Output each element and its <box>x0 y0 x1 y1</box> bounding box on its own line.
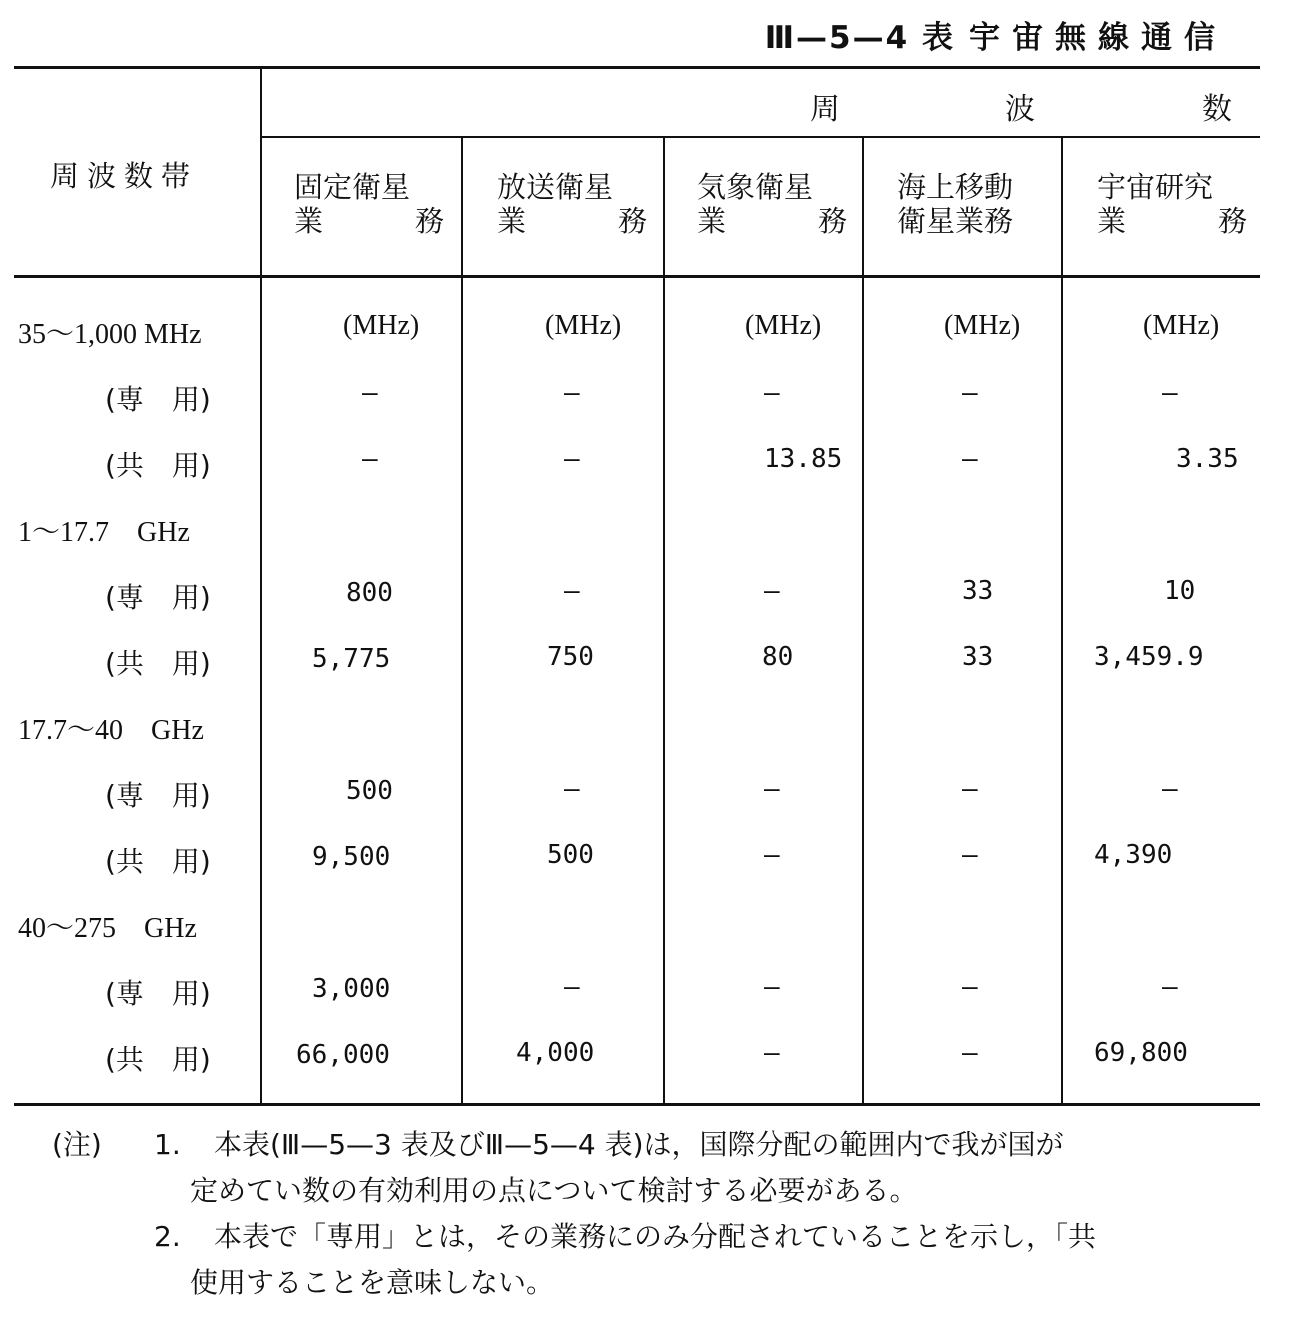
group-header-char: 波 <box>1005 92 1035 127</box>
table-cell: — <box>564 444 580 474</box>
table-cell: 33 <box>962 642 994 672</box>
column-divider <box>663 137 665 1104</box>
row-label: (専 用) <box>105 779 211 812</box>
table-cell: — <box>362 444 378 474</box>
table-cell: — <box>564 972 580 1002</box>
table-cell: — <box>362 378 378 408</box>
note-number: 1. <box>154 1128 181 1161</box>
table-cell: — <box>962 840 978 870</box>
row-label: (専 用) <box>105 581 211 614</box>
unit-label: (MHz) <box>343 310 420 341</box>
group-header-char: 周 <box>810 92 840 127</box>
table-cell: — <box>1162 972 1178 1002</box>
unit-label: (MHz) <box>1143 310 1220 341</box>
row-label: (共 用) <box>105 647 211 680</box>
band-label: 1〜17.7 GHz <box>18 517 190 548</box>
table-cell: — <box>764 774 780 804</box>
note-continuation: 使用することを意味しない。 <box>190 1266 555 1299</box>
table-cell: 3,000 <box>312 974 391 1004</box>
table-cell: — <box>962 1038 978 1068</box>
table-cell: — <box>1162 378 1178 408</box>
table-cell: — <box>962 444 978 474</box>
column-header-space-research: 宇宙研究 業 務 <box>1097 170 1247 238</box>
table-cell: 750 <box>547 642 594 672</box>
table-cell: 3.35 <box>1176 444 1239 474</box>
table-cell: 80 <box>762 642 794 672</box>
column-header-meteorological-satellite: 気象衛星 業 務 <box>697 170 847 238</box>
row-label: (専 用) <box>105 383 211 416</box>
table-cell: 13.85 <box>764 444 843 474</box>
column-header-fixed-satellite: 固定衛星 業 務 <box>294 170 444 238</box>
note-item <box>52 1214 1267 1260</box>
unit-label: (MHz) <box>545 310 622 341</box>
table-cell: 9,500 <box>312 842 391 872</box>
table-cell: 10 <box>1164 576 1196 606</box>
column-divider <box>862 137 864 1104</box>
row-label: (専 用) <box>105 977 211 1010</box>
note-text: 本表で「専用」とは，その業務にのみ分配されていることを示し，「共 <box>214 1220 1097 1253</box>
table-cell: — <box>962 972 978 1002</box>
band-label: 17.7〜40 GHz <box>18 715 204 746</box>
table-cell: 66,000 <box>296 1040 390 1070</box>
table-cell: — <box>564 378 580 408</box>
table-cell: 500 <box>346 776 393 806</box>
table-cell: — <box>764 1038 780 1068</box>
unit-label: (MHz) <box>944 310 1021 341</box>
column-divider <box>461 137 463 1104</box>
table-cell: — <box>764 972 780 1002</box>
table-cell: 69,800 <box>1094 1038 1188 1068</box>
table-cell: 4,390 <box>1094 840 1173 870</box>
column-divider <box>260 68 262 1104</box>
table-cell: 33 <box>962 576 994 606</box>
table-cell: 3,459.9 <box>1094 642 1204 672</box>
group-header-rule <box>262 136 1260 138</box>
column-divider <box>1061 137 1063 1104</box>
unit-label: (MHz) <box>745 310 822 341</box>
row-label: (共 用) <box>105 449 211 482</box>
column-header-maritime-mobile-satellite: 海上移動 衛星業務 <box>897 170 1014 238</box>
table-cell: — <box>962 378 978 408</box>
row-label: (共 用) <box>105 845 211 878</box>
table-cell: — <box>962 774 978 804</box>
table-bottom-rule <box>14 1103 1260 1106</box>
table-title <box>765 12 1227 57</box>
table-cell: — <box>764 378 780 408</box>
column-header-broadcast-satellite: 放送衛星 業 務 <box>497 170 647 238</box>
note-number: 2. <box>154 1220 181 1253</box>
row-label: (共 用) <box>105 1043 211 1076</box>
note-text: 本表(Ⅲ—5—3 表及びⅢ—5—4 表)は，国際分配の範囲内で我が国が <box>214 1128 1064 1161</box>
notes-lead: (注) <box>52 1128 102 1161</box>
band-column-header: 周波数帯 <box>50 159 199 193</box>
table-cell: 4,000 <box>516 1038 595 1068</box>
band-label: 40〜275 GHz <box>18 913 197 944</box>
table-cell: — <box>764 840 780 870</box>
table-cell: — <box>564 774 580 804</box>
table-number: Ⅲ—5—4 表 <box>764 20 955 56</box>
note-item <box>52 1122 1267 1168</box>
header-bottom-rule <box>14 275 1260 278</box>
table-title-text: 宇宙無線通信 <box>969 20 1227 56</box>
table-cell: 800 <box>346 578 393 608</box>
table-cell: — <box>1162 774 1178 804</box>
table-top-rule <box>14 66 1260 69</box>
note-continuation: 定めてい数の有効利用の点について検討する必要がある。 <box>190 1174 918 1207</box>
table-cell: — <box>764 576 780 606</box>
band-label: 35〜1,000 MHz <box>18 319 202 350</box>
table-cell: — <box>564 576 580 606</box>
group-header-char: 数 <box>1202 92 1232 127</box>
table-cell: 5,775 <box>312 644 391 674</box>
table-cell: 500 <box>547 840 594 870</box>
table-notes <box>52 1122 1267 1306</box>
